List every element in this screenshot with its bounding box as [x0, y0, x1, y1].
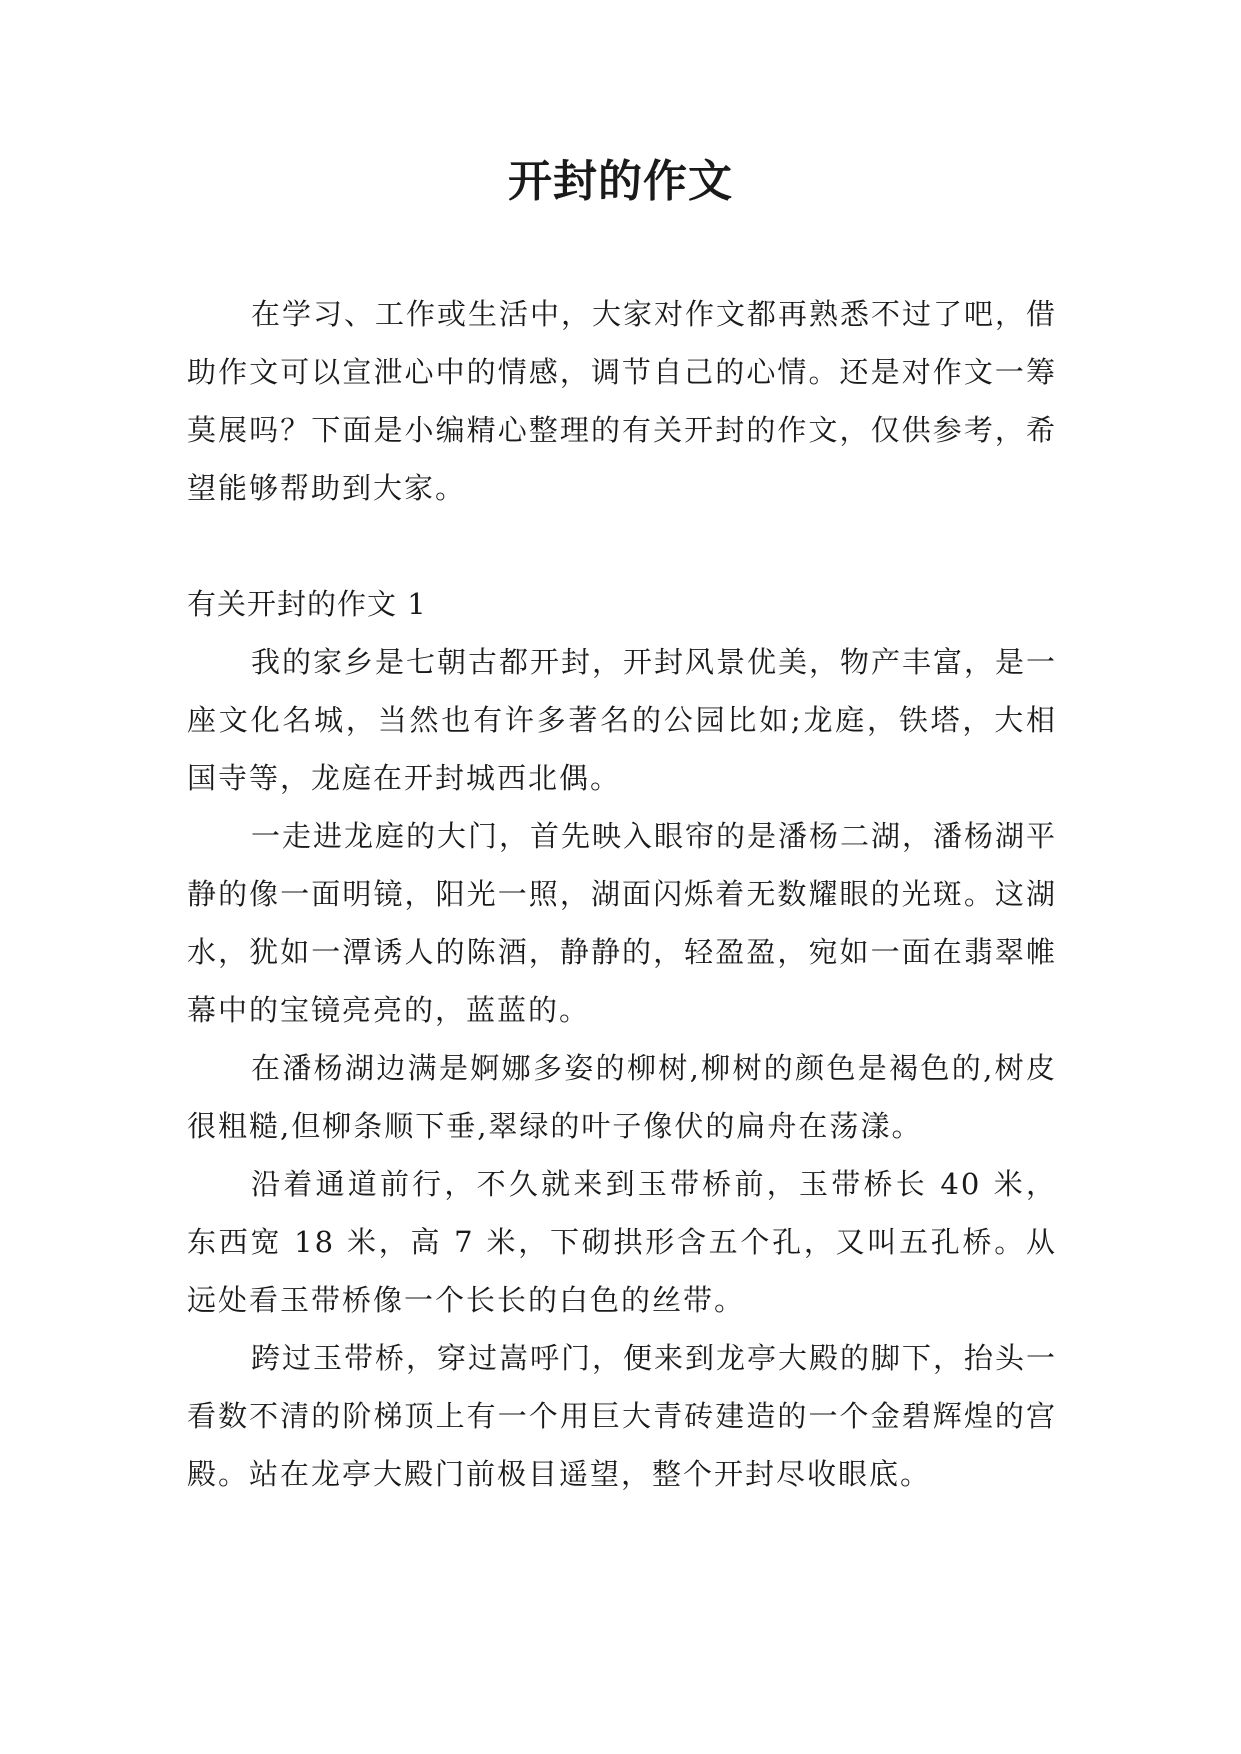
document-title: 开封的作文	[508, 156, 733, 207]
essay-section	[187, 575, 1057, 1503]
essay-paragraph-3: 在潘杨湖边满是婀娜多姿的柳树,柳树的颜色是褐色的,树皮很粗糙,但柳条顺下垂,翠绿的叶子像伏的扁舟在荡漾。	[187, 1051, 1057, 1143]
intro-paragraph: 在学习、工作或生活中，大家对作文都再熟悉不过了吧，借助作文可以宣泄心中的情感，调节自己的心情。还是对作文一筹莫展吗？下面是小编精心整理的有关开封的作文，仅供参考，希望能够帮助到大家。	[187, 297, 1058, 505]
essay-paragraph-2: 一走进龙庭的大门，首先映入眼帘的是潘杨二湖，潘杨湖平静的像一面明镜，阳光一照，湖面闪烁着无数耀眼的光斑。这湖水，犹如一潭诱人的陈酒，静静的，轻盈盈，宛如一面在翡翠帷幕中的宝镜亮亮的，蓝蓝的。	[187, 819, 1058, 1027]
essay-paragraph-4: 沿着通道前行，不久就来到玉带桥前，玉带桥长 40 米，东西宽 18 米，高 7 米，下砌拱形含五个孔，又叫五孔桥。从远处看玉带桥像一个长长的白色的丝带。	[187, 1167, 1057, 1317]
essay-paragraph-1: 我的家乡是七朝古都开封，开封风景优美，物产丰富，是一座文化名城，当然也有许多著名的公园比如;龙庭，铁塔，大相国寺等，龙庭在开封城西北偶。	[187, 645, 1058, 795]
section-heading: 有关开封的作文 1	[187, 587, 427, 621]
essay-paragraph-5: 跨过玉带桥，穿过嵩呼门，便来到龙亭大殿的脚下，抬头一看数不清的阶梯顶上有一个用巨大青砖建造的一个金碧辉煌的宫殿。站在龙亭大殿门前极目遥望，整个开封尽收眼底。	[187, 1341, 1058, 1491]
intro-section	[187, 285, 1057, 517]
